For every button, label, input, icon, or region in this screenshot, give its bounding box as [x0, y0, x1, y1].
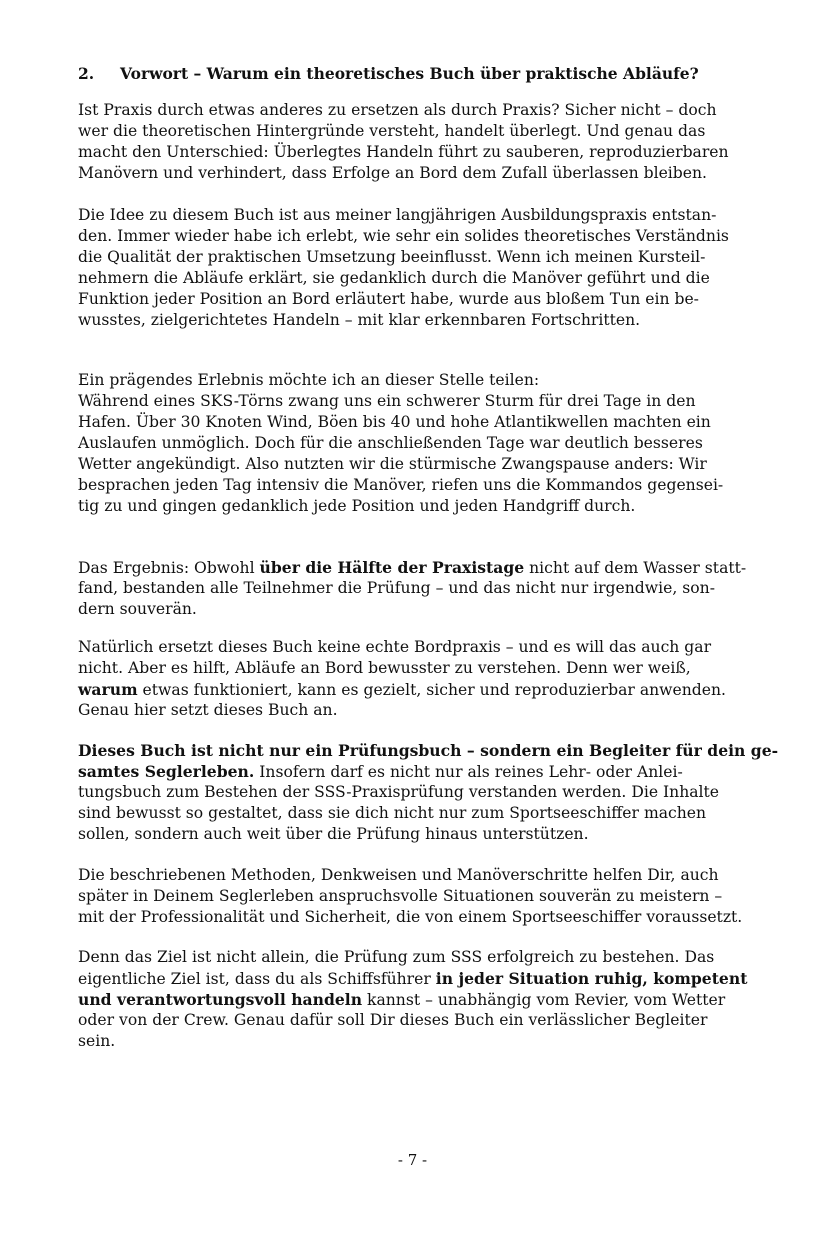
text-run: Hafen. Über 30 Knoten Wind, Böen bis 40 und hohe Atlantikwellen machten ein — [78, 413, 711, 431]
text-run: Insofern darf es nicht nur als reines Lehr- oder Anlei- — [254, 763, 683, 781]
text-line — [78, 475, 778, 496]
text-line — [78, 1010, 778, 1031]
text-run: sollen, sondern auch weit über die Prüfung hinaus unterstützen. — [78, 825, 589, 843]
text-line — [78, 1031, 778, 1052]
text-run: Denn das Ziel ist nicht allein, die Prüfung zum SSS erfolgreich zu bestehen. Das — [78, 948, 715, 966]
text-line — [78, 226, 778, 247]
text-run: Das Ergebnis: Obwohl — [78, 559, 260, 577]
text-run: tig zu und gingen gedanklich jede Position und jeden Handgriff durch. — [78, 497, 636, 515]
paragraph — [78, 740, 778, 845]
text-line — [78, 496, 778, 517]
text-run: eigentliche Ziel ist, dass du als Schiffsführer — [78, 970, 436, 988]
text-line — [78, 412, 778, 433]
text-run: nicht auf dem Wasser statt- — [524, 559, 747, 577]
text-line — [78, 989, 778, 1010]
text-run: den. Immer wieder habe ich erlebt, wie sehr ein solides theoretisches Verständnis — [78, 227, 729, 245]
paragraph — [78, 205, 778, 331]
bold-text: samtes Seglerleben. — [78, 762, 255, 781]
text-line — [78, 205, 778, 226]
text-line — [78, 100, 778, 121]
text-run: Funktion jeder Position an Bord erläutert habe, wurde aus bloßem Tun ein be- — [78, 290, 699, 308]
text-line — [78, 370, 778, 391]
text-line — [78, 163, 778, 184]
text-line — [78, 599, 778, 620]
text-line — [78, 907, 778, 928]
text-run: Ist Praxis durch etwas anderes zu ersetzen als durch Praxis? Sicher nicht – doch — [78, 101, 717, 119]
paragraph — [78, 557, 778, 620]
text-line — [78, 391, 778, 412]
text-run: besprachen jeden Tag intensiv die Manöver, riefen uns die Kommandos gegensei- — [78, 476, 724, 494]
text-line — [78, 268, 778, 289]
text-run: später in Deinem Seglerleben anspruchsvolle Situationen souverän zu meistern – — [78, 887, 723, 905]
text-run: nehmern die Abläufe erklärt, sie gedanklich durch die Manöver geführt und die — [78, 269, 710, 287]
text-run: Die Idee zu diesem Buch ist aus meiner langjährigen Ausbildungspraxis entstan- — [78, 206, 717, 224]
text-line — [78, 557, 778, 578]
text-line — [78, 782, 778, 803]
text-line — [78, 700, 778, 721]
text-line — [78, 865, 778, 886]
text-run: tungsbuch zum Bestehen der SSS-Praxisprüfung verstanden werden. Die Inhalte — [78, 783, 720, 801]
bold-text: über die Hälfte der Praxistage — [259, 558, 525, 577]
text-line — [78, 310, 778, 331]
text-line — [78, 247, 778, 268]
paragraph — [78, 865, 778, 928]
text-run: Genau hier setzt dieses Buch an. — [78, 701, 338, 719]
text-run: Manövern und verhindert, dass Erfolge an Bord dem Zufall überlassen bleiben. — [78, 164, 708, 182]
section-title: Vorwort – Warum ein theoretisches Buch über praktische Abläufe? — [120, 64, 699, 83]
text-run: oder von der Crew. Genau dafür soll Dir dieses Buch ein verlässlicher Begleiter — [78, 1011, 708, 1029]
text-line — [78, 142, 778, 163]
text-line — [78, 824, 778, 845]
text-line — [78, 947, 778, 968]
paragraph — [78, 370, 778, 517]
text-line — [78, 454, 778, 475]
text-run: Natürlich ersetzt dieses Buch keine echte Bordpraxis – und es will das auch gar — [78, 638, 712, 656]
text-run: macht den Unterschied: Überlegtes Handeln führt zu sauberen, reproduzierbaren — [78, 143, 729, 161]
text-line — [78, 121, 778, 142]
text-line — [78, 968, 778, 989]
bold-text: in jeder Situation ruhig, kompetent — [435, 969, 748, 988]
text-run: Während eines SKS-Törns zwang uns ein schwerer Sturm für drei Tage in den — [78, 392, 696, 410]
text-run: sein. — [78, 1032, 116, 1050]
text-run: fand, bestanden alle Teilnehmer die Prüfung – und das nicht nur irgendwie, son- — [78, 579, 715, 597]
text-run: Ein prägendes Erlebnis möchte ich an dieser Stelle teilen: — [78, 371, 540, 389]
text-line — [78, 578, 778, 599]
text-run: wer die theoretischen Hintergründe versteht, handelt überlegt. Und genau das — [78, 122, 706, 140]
text-run: Auslaufen unmöglich. Doch für die anschließenden Tage war deutlich besseres — [78, 434, 703, 452]
text-line — [78, 740, 778, 761]
bold-text: Dieses Buch ist nicht nur ein Prüfungsbuch – sondern ein Begleiter für dein ge- — [78, 741, 779, 760]
text-line — [78, 658, 778, 679]
text-line — [78, 289, 778, 310]
text-run: nicht. Aber es hilft, Abläufe an Bord bewusster zu verstehen. Denn wer weiß, — [78, 659, 691, 677]
bold-text: und verantwortungsvoll handeln — [78, 990, 363, 1009]
text-run: Wetter angekündigt. Also nutzten wir die stürmische Zwangspause anders: Wir — [78, 455, 707, 473]
section-number: 2. — [78, 64, 95, 83]
text-run: Die beschriebenen Methoden, Denkweisen und Manöverschritte helfen Dir, auch — [78, 866, 719, 884]
text-run: dern souverän. — [78, 600, 197, 618]
text-line — [78, 433, 778, 454]
paragraph — [78, 637, 778, 721]
text-line — [78, 679, 778, 700]
text-line — [78, 803, 778, 824]
text-run: kannst – unabhängig vom Revier, vom Wetter — [362, 991, 726, 1009]
text-run: mit der Professionalität und Sicherheit, die von einem Sportseeschiffer voraussetzt. — [78, 908, 743, 926]
bold-text: warum — [78, 680, 138, 699]
page-number: - 7 - — [397, 1151, 428, 1169]
text-line — [78, 886, 778, 907]
text-line — [78, 761, 778, 782]
text-run: etwas funktioniert, kann es gezielt, sicher und reproduzierbar anwenden. — [137, 681, 726, 699]
text-run: die Qualität der praktischen Umsetzung beeinflusst. Wenn ich meinen Kursteil- — [78, 248, 706, 266]
text-run: wusstes, zielgerichtetes Handeln – mit klar erkennbaren Fortschritten. — [78, 311, 641, 329]
paragraph — [78, 100, 778, 184]
text-line — [78, 637, 778, 658]
paragraph — [78, 947, 778, 1052]
section-heading — [78, 63, 778, 85]
text-run: sind bewusst so gestaltet, dass sie dich nicht nur zum Sportseeschiffer machen — [78, 804, 707, 822]
